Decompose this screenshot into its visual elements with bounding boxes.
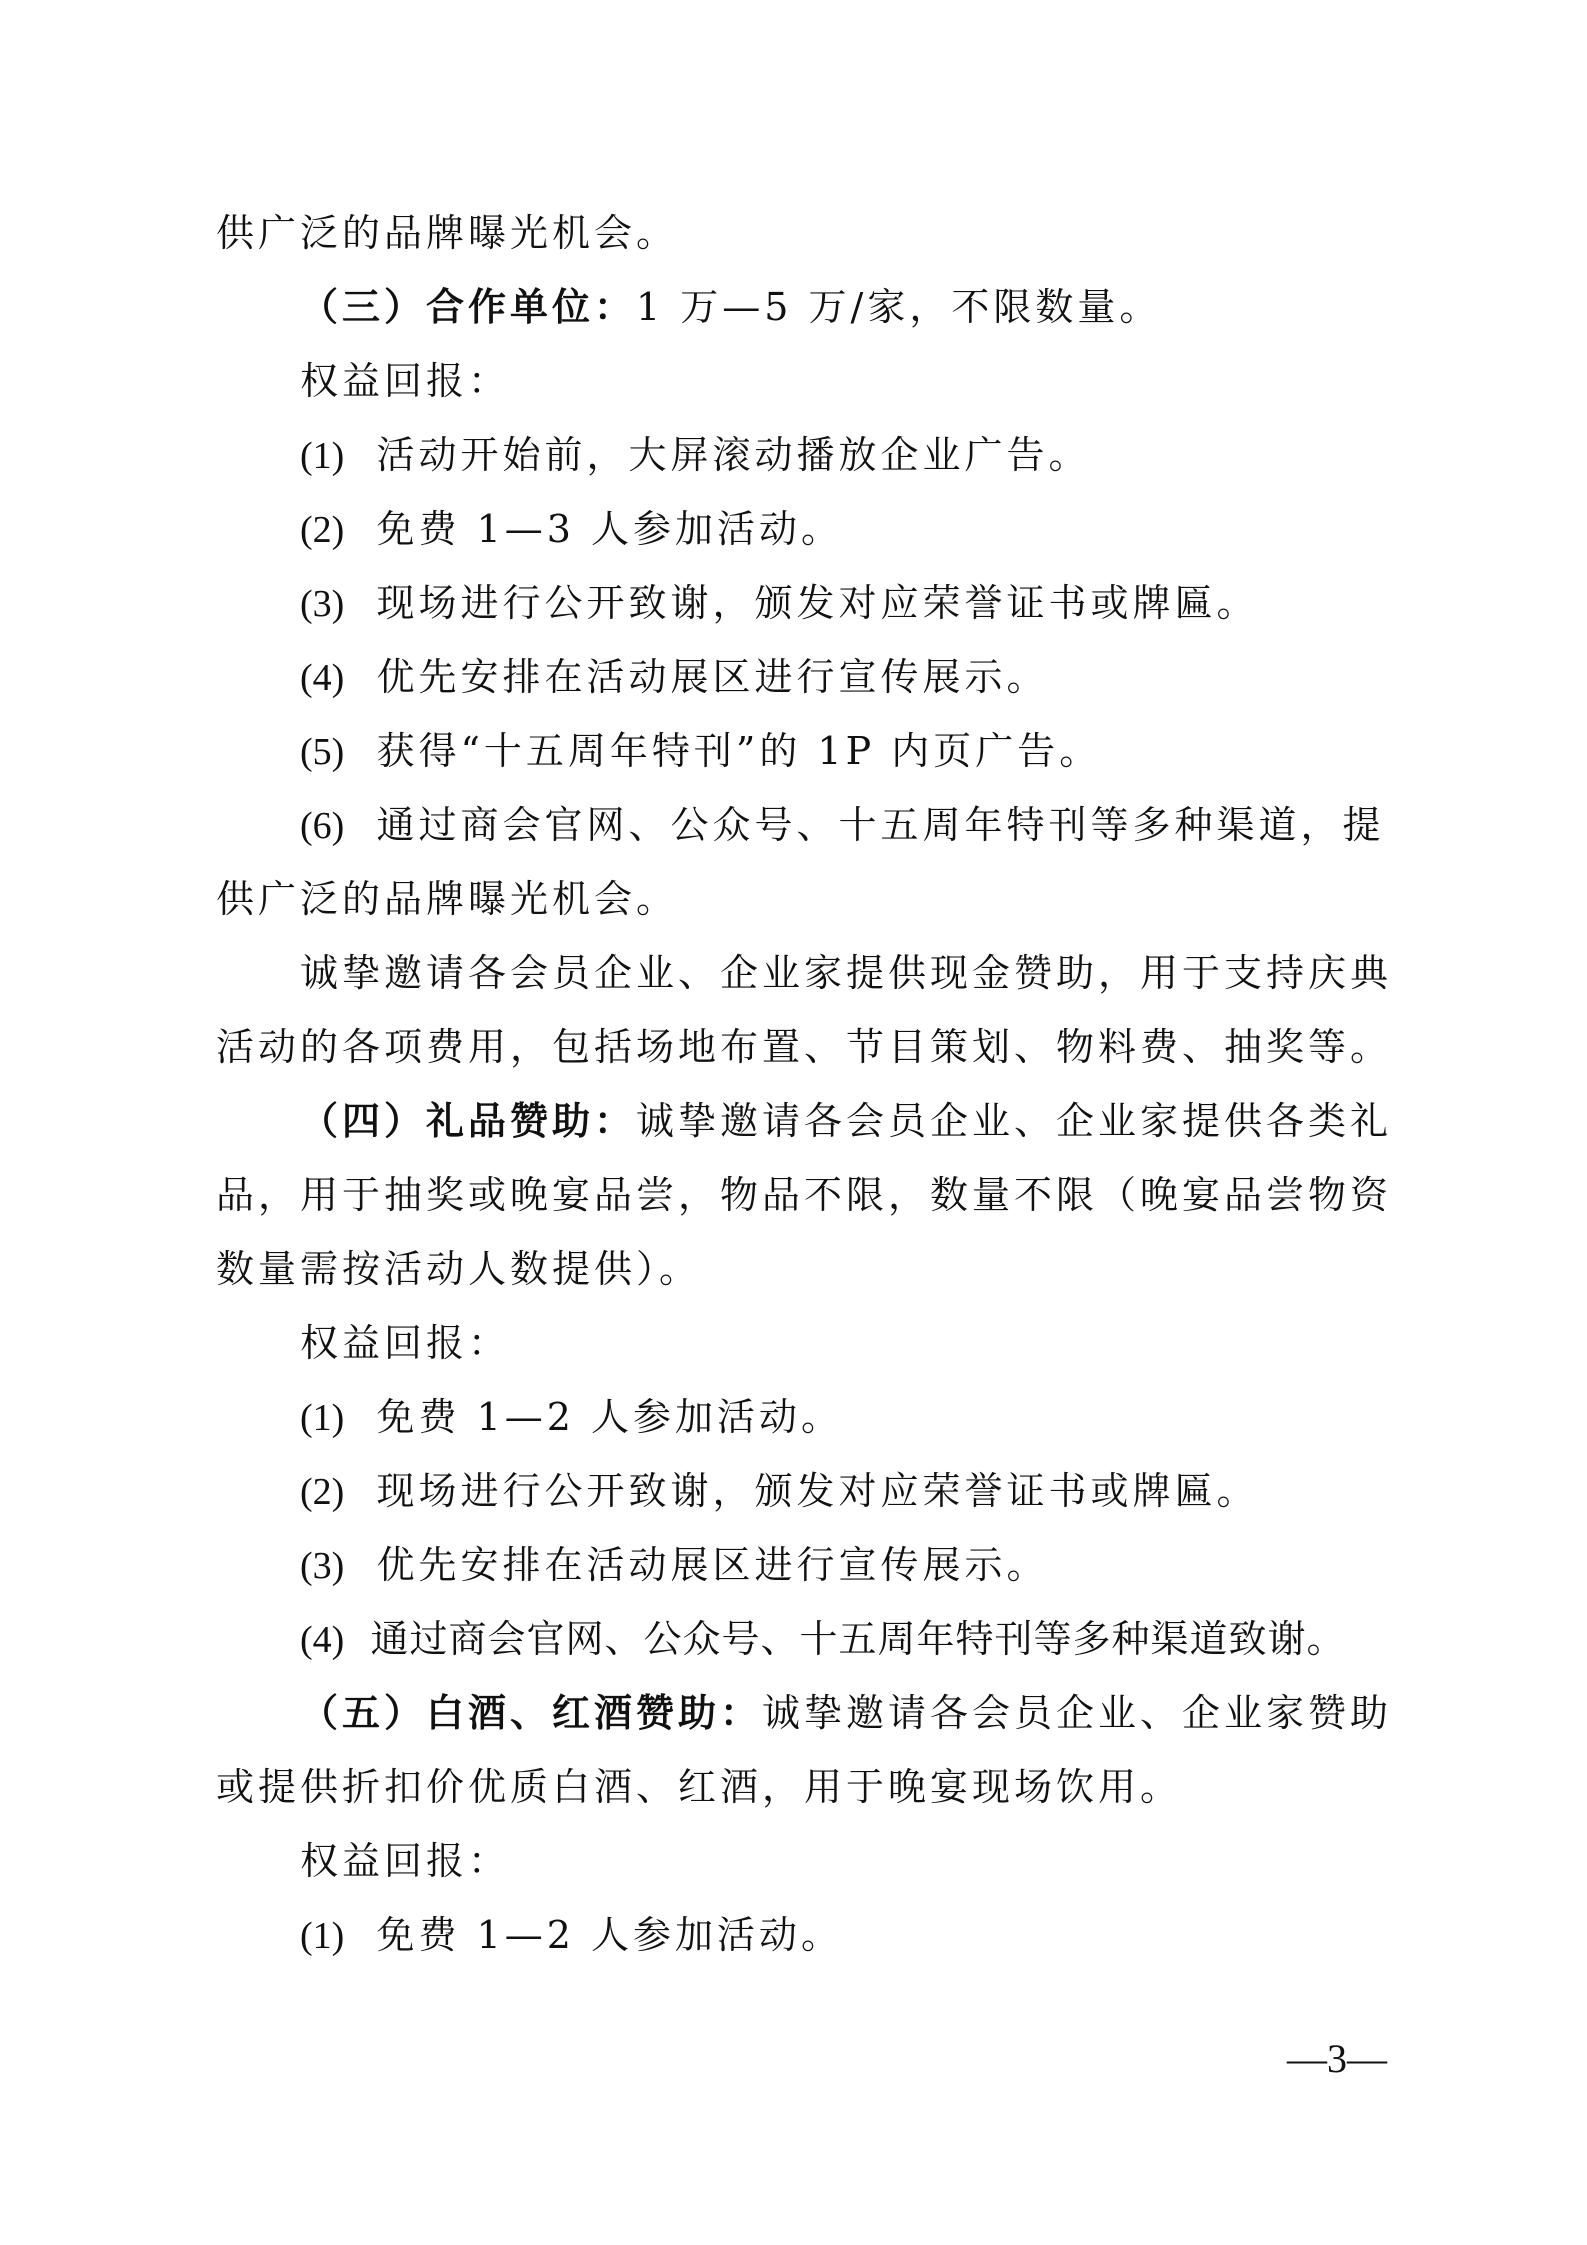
list-number: (3) <box>300 1545 345 1587</box>
list-text: 免费 1—3 人参加活动。 <box>376 507 843 551</box>
benefits-heading: 权益回报： <box>300 1839 511 1883</box>
list-number: (3) <box>300 583 345 625</box>
list-item <box>216 418 1386 492</box>
section-heading-partner <box>216 270 1386 344</box>
list-text: 优先安排在活动展区进行宣传展示。 <box>376 655 1049 699</box>
list-item <box>216 640 1386 714</box>
text-line: 或提供折扣价优质白酒、红酒，用于晚宴现场饮用。 <box>216 1765 1183 1809</box>
list-item <box>216 1898 1386 1972</box>
list-number: (1) <box>300 1397 345 1439</box>
list-item <box>216 714 1386 788</box>
text-line: 诚挚邀请各会员企业、企业家提供现金赞助，用于支持庆典 <box>300 951 1393 995</box>
section-detail: 诚挚邀请各会员企业、企业家提供各类礼 <box>636 1099 1393 1143</box>
benefits-heading: 权益回报： <box>300 359 511 403</box>
section-title: （五）白酒、红酒赞助： <box>300 1690 763 1735</box>
list-item <box>216 1602 1386 1676</box>
text-line: 数量需按活动人数提供）。 <box>216 1247 702 1291</box>
list-text: 现场进行公开致谢，颁发对应荣誉证书或牌匾。 <box>376 581 1259 625</box>
list-number: (4) <box>300 657 345 699</box>
list-item <box>216 1528 1386 1602</box>
list-item <box>216 788 1386 862</box>
list-item <box>216 1380 1386 1454</box>
list-text: 通过商会官网、公众号、十五周年特刊等多种渠道，提 <box>376 803 1385 847</box>
list-item <box>216 566 1386 640</box>
list-text: 通过商会官网、公众号、十五周年特刊等多种渠道致谢。 <box>370 1617 1346 1661</box>
list-number: (4) <box>300 1619 345 1661</box>
document-body <box>216 196 1393 1972</box>
list-item <box>216 492 1386 566</box>
text-line: 品，用于抽奖或晚宴品尝，物品不限，数量不限（晚宴品尝物资 <box>216 1173 1393 1217</box>
list-item <box>216 1454 1386 1528</box>
list-number: (5) <box>300 731 345 773</box>
list-number: (2) <box>300 509 345 551</box>
list-text: 免费 1—2 人参加活动。 <box>376 1913 843 1957</box>
list-number: (1) <box>300 435 345 477</box>
page-number: —3— <box>1287 2036 1387 2081</box>
section-heading-liquor <box>216 1676 1393 1750</box>
list-text: 优先安排在活动展区进行宣传展示。 <box>376 1543 1049 1587</box>
list-text: 获得“十五周年特刊”的 1P 内页广告。 <box>376 729 1102 773</box>
section-detail: 1 万—5 万/家，不限数量。 <box>636 285 1162 329</box>
list-text: 免费 1—2 人参加活动。 <box>376 1395 843 1439</box>
list-text: 现场进行公开致谢，颁发对应荣誉证书或牌匾。 <box>376 1469 1259 1513</box>
text-line: 活动的各项费用，包括场地布置、节目策划、物料费、抽奖等。 <box>216 1025 1393 1069</box>
text-line: 供广泛的品牌曝光机会。 <box>216 877 679 921</box>
section-title: （四）礼品赞助： <box>300 1098 637 1143</box>
section-detail: 诚挚邀请各会员企业、企业家赞助 <box>762 1691 1393 1735</box>
list-number: (1) <box>300 1915 345 1957</box>
list-number: (6) <box>300 805 345 847</box>
list-number: (2) <box>300 1471 345 1513</box>
list-text: 活动开始前，大屏滚动播放企业广告。 <box>376 433 1091 477</box>
text-line: 供广泛的品牌曝光机会。 <box>216 211 679 255</box>
section-heading-gifts <box>216 1084 1393 1158</box>
benefits-heading: 权益回报： <box>300 1321 511 1365</box>
section-title: （三）合作单位： <box>300 284 637 329</box>
